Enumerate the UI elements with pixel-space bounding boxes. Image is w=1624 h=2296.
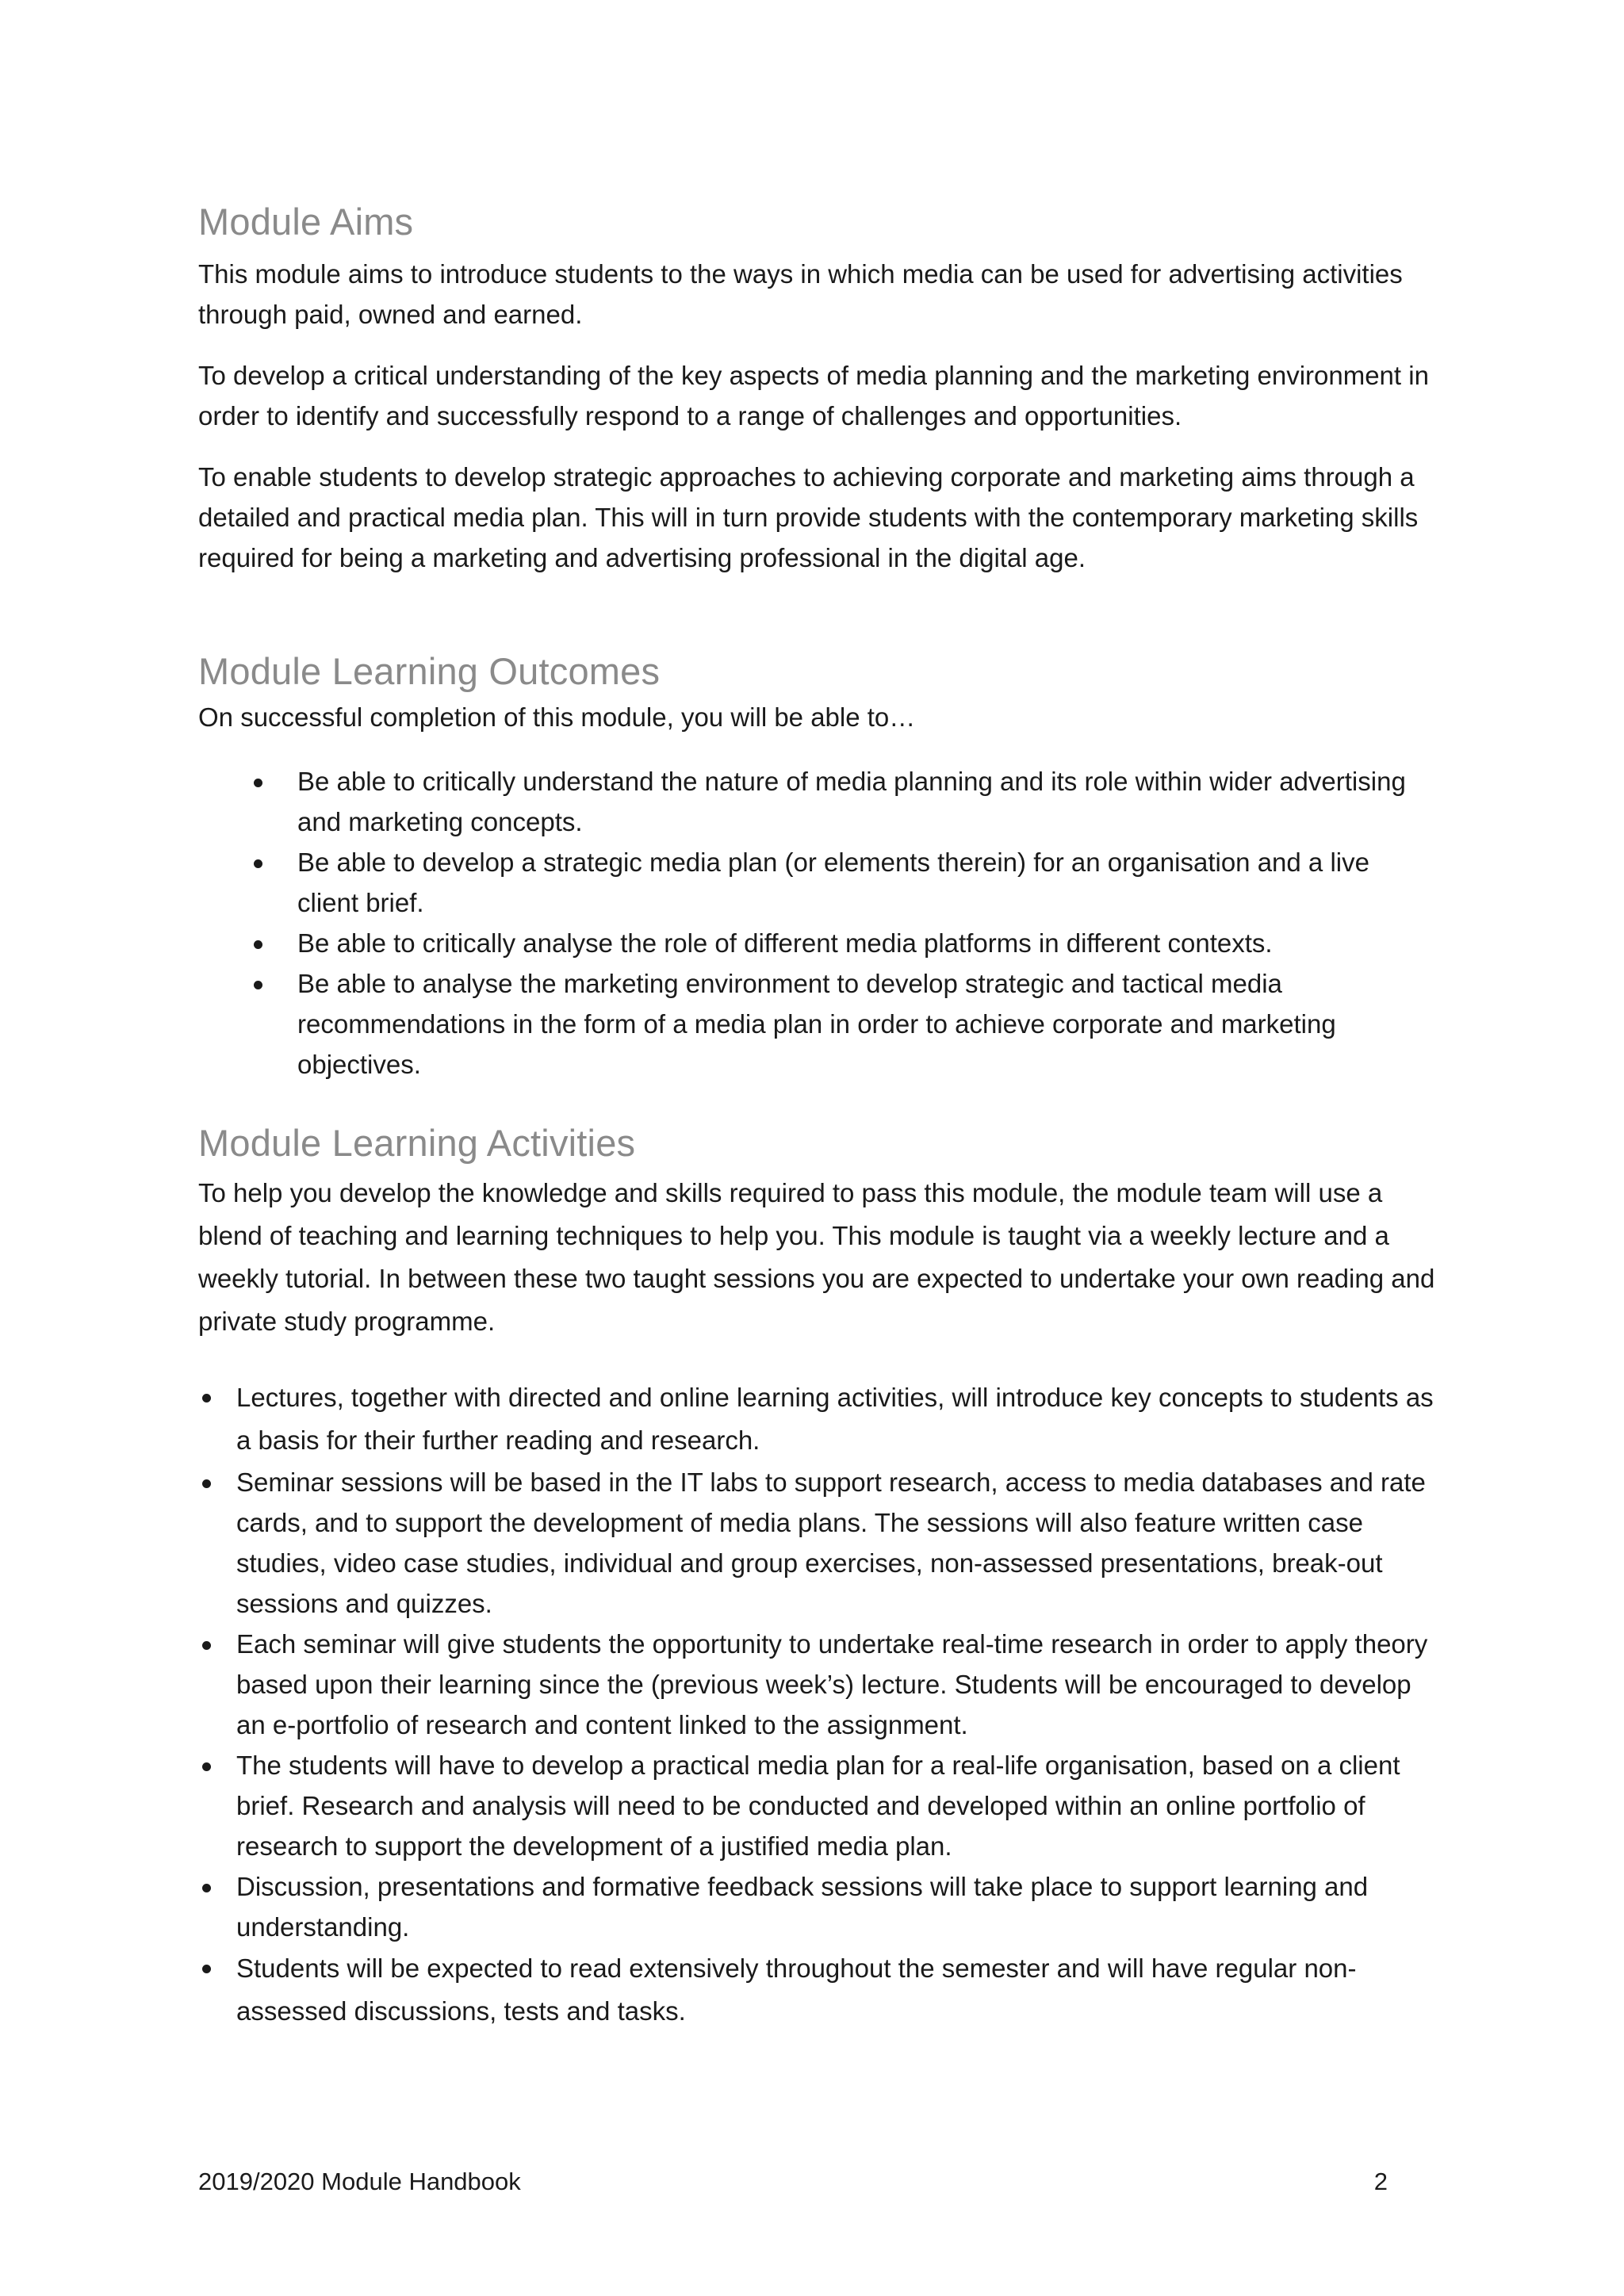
aims-paragraph-1: This module aims to introduce students to the ways in which media can be used for advertising activities through paid, owned and earned. bbox=[198, 259, 1403, 329]
page-number: 2 bbox=[1373, 2168, 1388, 2195]
list-item: Seminar sessions will be based in the IT labs to support research, access to media databases and rate cards, and to support the development of media plans. The sessions will also feature written case studies, video case studies, individual and group exercises, non-assessed presentations, break-out sessions and quizzes. bbox=[198, 1462, 1435, 1624]
bullet-icon bbox=[254, 940, 262, 949]
bullet-icon bbox=[202, 1965, 211, 1973]
footer-title: 2019/2020 Module Handbook bbox=[198, 2168, 521, 2195]
page-content bbox=[198, 198, 1435, 2033]
bullet-icon bbox=[202, 1641, 211, 1650]
aims-paragraph-2: To develop a critical understanding of the key aspects of media planning and the marketing environment in order to identify and successfully respond to a range of challenges and opportunities. bbox=[198, 361, 1429, 430]
list-item: Be able to analyse the marketing environment to develop strategic and tactical media recommendations in the form of a media plan in order to achieve corporate and marketing objectives. bbox=[198, 963, 1435, 1085]
list-item: The students will have to develop a practical media plan for a real-life organisation, based on a client brief. Research and analysis will need to be conducted and developed within an online portfolio of research to support the development of a justified media plan. bbox=[198, 1745, 1435, 1866]
outcomes-list bbox=[198, 761, 1435, 1085]
list-item: Students will be expected to read extensively throughout the semester and will have regular non-assessed discussions, tests and tasks. bbox=[198, 1947, 1435, 2033]
bullet-icon bbox=[202, 1884, 211, 1892]
module-learning-activities-heading: Module Learning Activities bbox=[198, 1122, 636, 1164]
activities-intro: To help you develop the knowledge and skills required to pass this module, the module team will use a blend of teaching and learning techniques to help you. This module is taught via a weekly lecture and a weekly tutorial. In between these two taught sessions you are expected to undertake your own reading and private study programme. bbox=[198, 1178, 1435, 1336]
bullet-icon bbox=[202, 1762, 211, 1771]
list-item: Be able to critically understand the nature of media planning and its role within wider advertising and marketing concepts. bbox=[198, 761, 1435, 842]
list-item: Each seminar will give students the opportunity to undertake real-time research in order to apply theory based upon their learning since the (previous week’s) lecture. Students will be encouraged to develop an e-portfolio of research and content linked to the assignment. bbox=[198, 1624, 1435, 1745]
bullet-icon bbox=[254, 779, 262, 787]
bullet-icon bbox=[202, 1394, 211, 1402]
bullet-icon bbox=[254, 981, 262, 989]
bullet-icon bbox=[254, 859, 262, 868]
bullet-icon bbox=[202, 1479, 211, 1488]
activities-list bbox=[198, 1376, 1435, 2033]
list-item: Discussion, presentations and formative feedback sessions will take place to support learning and understanding. bbox=[198, 1866, 1435, 1947]
module-aims-heading: Module Aims bbox=[198, 201, 414, 243]
aims-paragraph-3: To enable students to develop strategic approaches to achieving corporate and marketing aims through a detailed and practical media plan. This will in turn provide students with the contemporary marketing skills required for being a marketing and advertising professional in the digital age. bbox=[198, 462, 1419, 572]
outcomes-intro: On successful completion of this module, you will be able to… bbox=[198, 702, 916, 732]
list-item: Be able to develop a strategic media plan (or elements therein) for an organisation and a live client brief. bbox=[198, 842, 1435, 923]
list-item: Lectures, together with directed and online learning activities, will introduce key concepts to students as a basis for their further reading and research. bbox=[198, 1376, 1435, 1462]
module-learning-outcomes-heading: Module Learning Outcomes bbox=[198, 650, 661, 692]
list-item: Be able to critically analyse the role of different media platforms in different contexts. bbox=[198, 923, 1435, 963]
page-footer bbox=[198, 2166, 1388, 2198]
